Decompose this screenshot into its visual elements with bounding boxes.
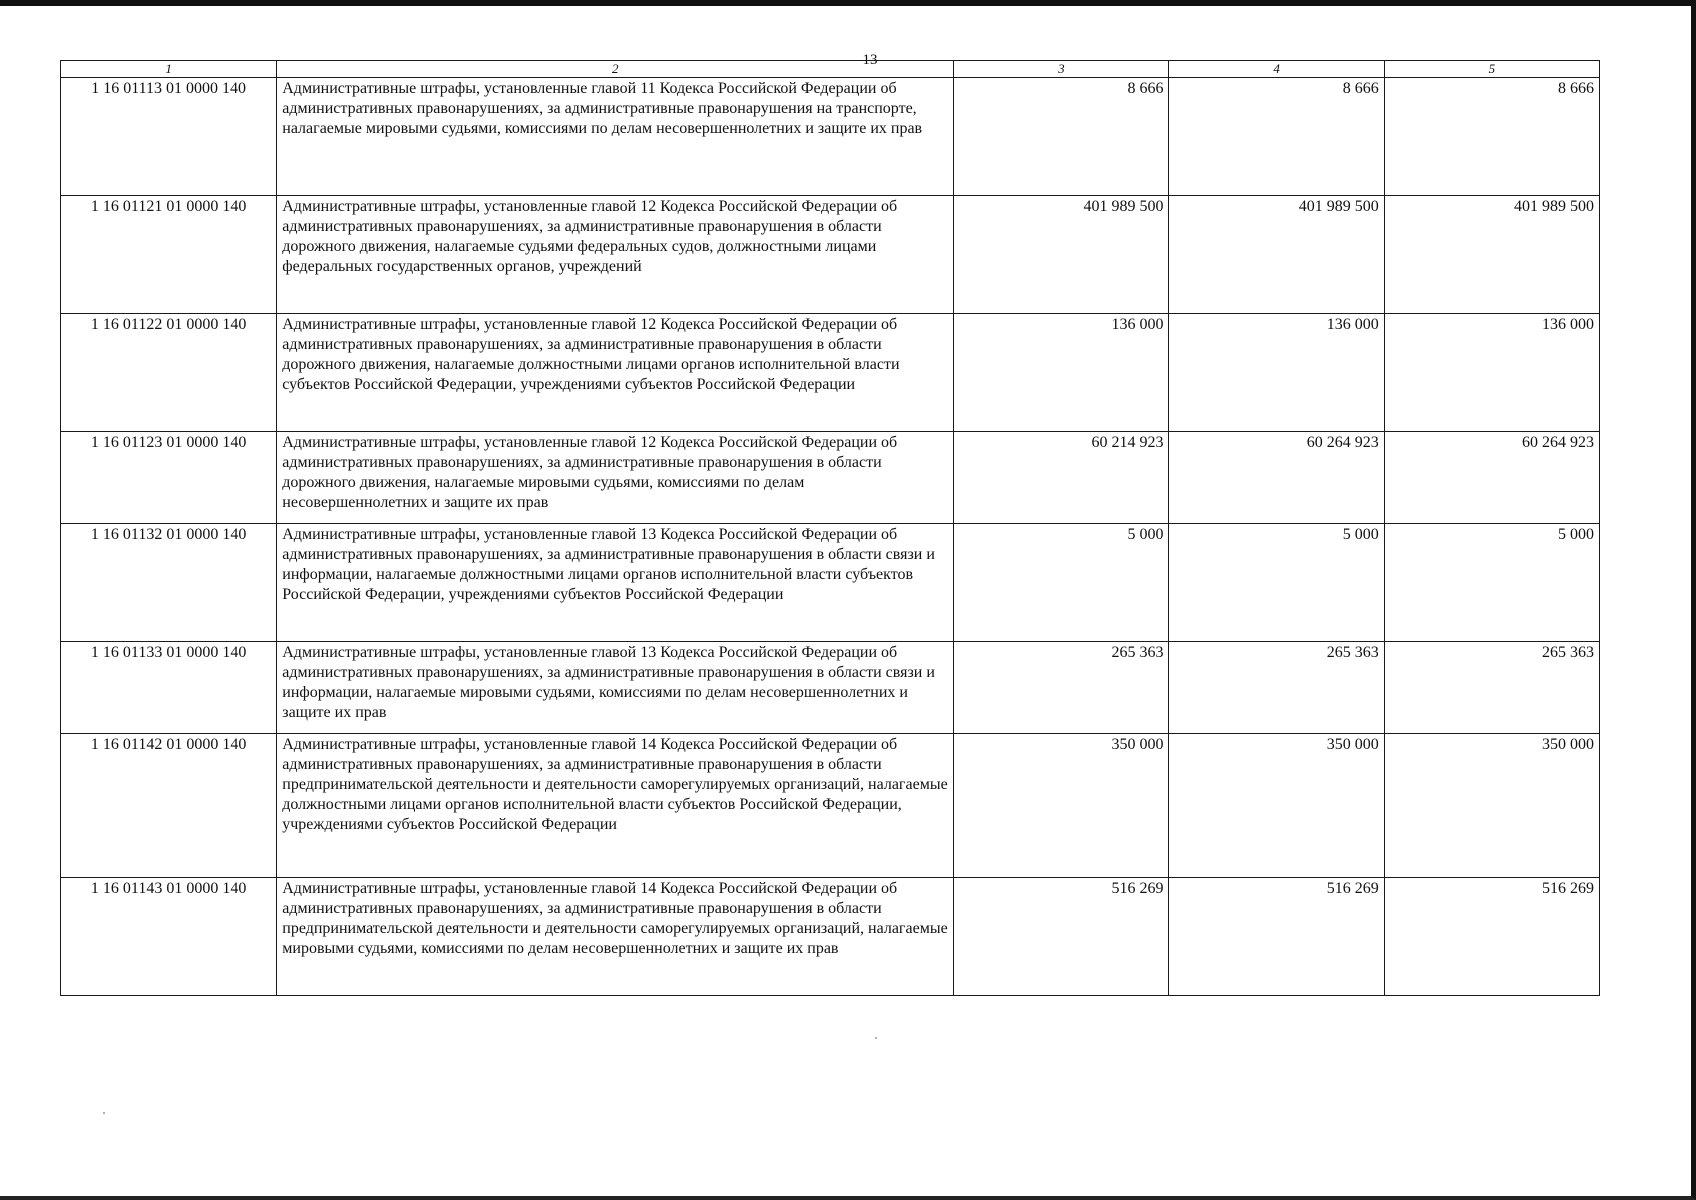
income-description: Административные штрафы, установленные главой 14 Кодекса Российской Федерации об административных правонарушениях, за административные правонарушения в области предпринимательской деятельности и деятельности саморегулируемых организаций, налагаемые должностными лицами органов исполнительной власти субъектов Российской Федерации, учреждениями субъектов Российской Федерации	[277, 734, 954, 878]
amount-col-4: 5 000	[1169, 524, 1384, 642]
amount-col-3: 350 000	[954, 734, 1169, 878]
amount-col-4: 516 269	[1169, 878, 1384, 996]
page-number: 13	[862, 52, 878, 68]
table-row	[61, 642, 1600, 734]
amount-col-4: 401 989 500	[1169, 196, 1384, 314]
amount-col-3: 136 000	[954, 314, 1169, 432]
income-description: Административные штрафы, установленные главой 11 Кодекса Российской Федерации об административных правонарушениях, за административные правонарушения на транспорте, налагаемые мировыми судьями, комиссиями по делам несовершеннолетних и защите их прав	[277, 78, 954, 196]
budget-code: 1 16 01123 01 0000 140	[61, 432, 277, 524]
table-row	[61, 878, 1600, 996]
amount-col-3: 516 269	[954, 878, 1169, 996]
header-col-4: 4	[1169, 61, 1384, 78]
table-row	[61, 196, 1600, 314]
budget-code: 1 16 01143 01 0000 140	[61, 878, 277, 996]
header-col-5: 5	[1384, 61, 1599, 78]
amount-col-4: 8 666	[1169, 78, 1384, 196]
budget-code: 1 16 01132 01 0000 140	[61, 524, 277, 642]
scan-speck	[875, 1037, 877, 1039]
amount-col-4: 265 363	[1169, 642, 1384, 734]
amount-col-3: 60 214 923	[954, 432, 1169, 524]
amount-col-5: 265 363	[1384, 642, 1599, 734]
table-row	[61, 78, 1600, 196]
amount-col-3: 265 363	[954, 642, 1169, 734]
income-description: Административные штрафы, установленные главой 13 Кодекса Российской Федерации об административных правонарушениях, за административные правонарушения в области связи и информации, налагаемые мировыми судьями, комиссиями по делам несовершеннолетних и защите их прав	[277, 642, 954, 734]
income-description: Административные штрафы, установленные главой 12 Кодекса Российской Федерации об административных правонарушениях, за административные правонарушения в области дорожного движения, налагаемые мировыми судьями, комиссиями по делам несовершеннолетних и защите их прав	[277, 432, 954, 524]
amount-col-5: 350 000	[1384, 734, 1599, 878]
header-col-1: 1	[61, 61, 277, 78]
amount-col-5: 516 269	[1384, 878, 1599, 996]
table-row	[61, 524, 1600, 642]
amount-col-4: 136 000	[1169, 314, 1384, 432]
revenue-table	[60, 60, 1600, 996]
header-row	[61, 61, 1600, 78]
income-description: Административные штрафы, установленные главой 14 Кодекса Российской Федерации об административных правонарушениях, за административные правонарушения в области предпринимательской деятельности и деятельности саморегулируемых организаций, налагаемые мировыми судьями, комиссиями по делам несовершеннолетних и защите их прав	[277, 878, 954, 996]
amount-col-4: 350 000	[1169, 734, 1384, 878]
amount-col-3: 5 000	[954, 524, 1169, 642]
table-row	[61, 432, 1600, 524]
budget-code: 1 16 01113 01 0000 140	[61, 78, 277, 196]
budget-code: 1 16 01121 01 0000 140	[61, 196, 277, 314]
amount-col-5: 8 666	[1384, 78, 1599, 196]
income-description: Административные штрафы, установленные главой 12 Кодекса Российской Федерации об административных правонарушениях, за административные правонарушения в области дорожного движения, налагаемые судьями федеральных судов, должностными лицами федеральных государственных органов, учреждений	[277, 196, 954, 314]
income-description: Административные штрафы, установленные главой 12 Кодекса Российской Федерации об административных правонарушениях, за административные правонарушения в области дорожного движения, налагаемые должностными лицами органов исполнительной власти субъектов Российской Федерации, учреждениями субъектов Российской Федерации	[277, 314, 954, 432]
amount-col-5: 136 000	[1384, 314, 1599, 432]
table-row	[61, 734, 1600, 878]
amount-col-4: 60 264 923	[1169, 432, 1384, 524]
scan-speck	[103, 1112, 105, 1114]
budget-code: 1 16 01142 01 0000 140	[61, 734, 277, 878]
header-col-3: 3	[954, 61, 1169, 78]
budget-code: 1 16 01122 01 0000 140	[61, 314, 277, 432]
amount-col-5: 5 000	[1384, 524, 1599, 642]
budget-code: 1 16 01133 01 0000 140	[61, 642, 277, 734]
table-row	[61, 314, 1600, 432]
amount-col-3: 401 989 500	[954, 196, 1169, 314]
amount-col-5: 60 264 923	[1384, 432, 1599, 524]
income-description: Административные штрафы, установленные главой 13 Кодекса Российской Федерации об административных правонарушениях, за административные правонарушения в области связи и информации, налагаемые должностными лицами органов исполнительной власти субъектов Российской Федерации, учреждениями субъектов Российской Федерации	[277, 524, 954, 642]
amount-col-5: 401 989 500	[1384, 196, 1599, 314]
amount-col-3: 8 666	[954, 78, 1169, 196]
header-col-2: 2	[277, 61, 954, 78]
